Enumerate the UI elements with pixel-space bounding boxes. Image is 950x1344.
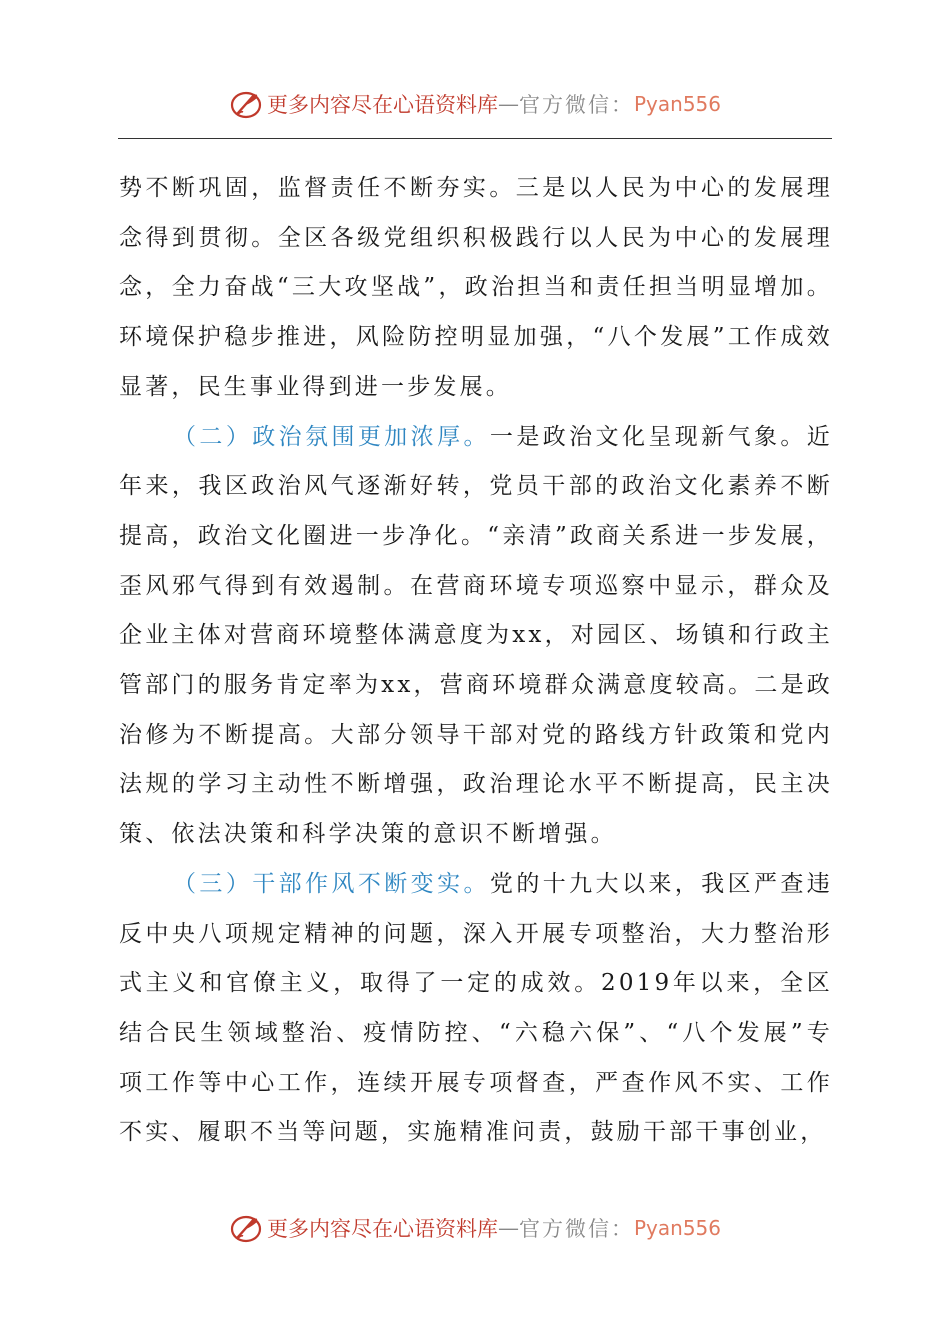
document-body [119,164,833,1158]
site-name: 更多内容尽在心语资料库 [266,1217,498,1241]
wechat-id: Pyan556 [633,1216,721,1240]
quill-pen-logo-icon [229,1211,263,1245]
banner-dash: — [497,92,519,116]
official-wechat-label: 官方微信： [518,1217,634,1241]
section-heading-2: （二）政治氛围更加浓厚。 [173,423,490,450]
paragraph-2 [119,413,833,860]
banner-dash: — [497,1216,519,1240]
paragraph-3 [119,860,833,1158]
quill-pen-logo-icon [229,87,263,121]
paragraph-1: 势不断巩固，监督责任不断夯实。三是以人民为中心的发展理念得到贯彻。全区各级党组织积极践行以人民为中心的发展理念，全力奋战“三大攻坚战”，政治担当和责任担当明显增加。环境保护稳步推进，风险防控明显加强，“八个发展”工作成效显著，民生事业得到进一步发展。 [119,175,833,400]
footer-banner [0,1208,950,1248]
wechat-id: Pyan556 [633,92,721,116]
paragraph-2-body: 一是政治文化呈现新气象。近年来，我区政治风气逐渐好转，党员干部的政治文化素养不断提高，政治文化圈进一步净化。“亲清”政商关系进一步发展，歪风邪气得到有效遏制。在营商环境专项巡察中显示，群众及企业主体对营商环境整体满意度为xx，对园区、场镇和行政主管部门的服务肯定率为xx，营商环境群众满意度较高。二是政治修为不断提高。大部分领导干部对党的路线方针政策和党内法规的学习主动性不断增强，政治理论水平不断提高，民主决策、依法决策和科学决策的意识不断增强。 [119,423,833,848]
paragraph-3-body: 党的十九大以来，我区严查违反中央八项规定精神的问题，深入开展专项整治，大力整治形式主义和官僚主义，取得了一定的成效。2019年以来，全区结合民生领域整治、疫情防控、“六稳六保”、“八个发展”专项工作等中心工作，连续开展专项督查，严查作风不实、工作不实、履职不当等问题，实施精准问责，鼓励干部干事创业， [119,870,833,1146]
site-name: 更多内容尽在心语资料库 [266,93,498,117]
section-heading-3: （三）干部作风不断变实。 [173,870,490,897]
official-wechat-label: 官方微信： [518,93,634,117]
header-divider [118,138,832,139]
header-banner [0,84,950,124]
